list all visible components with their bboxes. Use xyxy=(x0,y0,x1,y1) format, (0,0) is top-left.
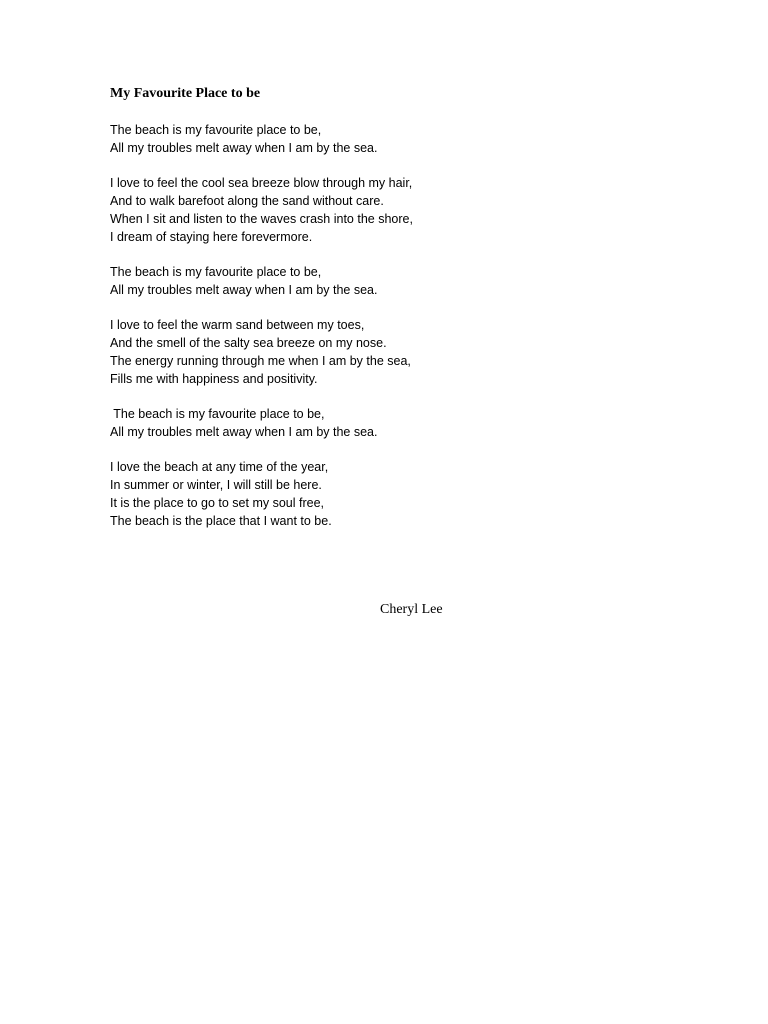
stanza-1 xyxy=(110,121,530,157)
poem-line: I dream of staying here forevermore. xyxy=(110,230,313,244)
poem-line: The beach is my favourite place to be, xyxy=(110,407,325,421)
poem-line: All my troubles melt away when I am by the sea. xyxy=(110,425,378,439)
poem-line: The beach is my favourite place to be, xyxy=(110,265,322,279)
poem-line: The beach is the place that I want to be. xyxy=(110,514,332,528)
poem-line: I love the beach at any time of the year, xyxy=(110,460,329,474)
poem-line: In summer or winter, I will still be here. xyxy=(110,478,322,492)
stanza-2 xyxy=(110,174,530,246)
author-signature: Cheryl Lee xyxy=(380,602,443,617)
poem-line: The energy running through me when I am by the sea, xyxy=(110,354,411,368)
stanza-5 xyxy=(110,405,530,441)
poem-line: It is the place to go to set my soul free, xyxy=(110,496,324,510)
stanza-3 xyxy=(110,263,530,299)
poem-line: And the smell of the salty sea breeze on my nose. xyxy=(110,336,387,350)
stanza-6 xyxy=(110,458,530,530)
stanza-4 xyxy=(110,316,530,388)
poem-line: When I sit and listen to the waves crash into the shore, xyxy=(110,212,413,226)
poem-title: My Favourite Place to be xyxy=(110,86,261,101)
poem-line: Fills me with happiness and positivity. xyxy=(110,372,318,386)
poem-line: The beach is my favourite place to be, xyxy=(110,123,322,137)
poem-line: All my troubles melt away when I am by the sea. xyxy=(110,141,378,155)
poem-line: All my troubles melt away when I am by the sea. xyxy=(110,283,378,297)
poem-body xyxy=(110,121,530,547)
poem-line: I love to feel the warm sand between my toes, xyxy=(110,318,365,332)
poem-line: And to walk barefoot along the sand without care. xyxy=(110,194,384,208)
poem-line: I love to feel the cool sea breeze blow through my hair, xyxy=(110,176,413,190)
